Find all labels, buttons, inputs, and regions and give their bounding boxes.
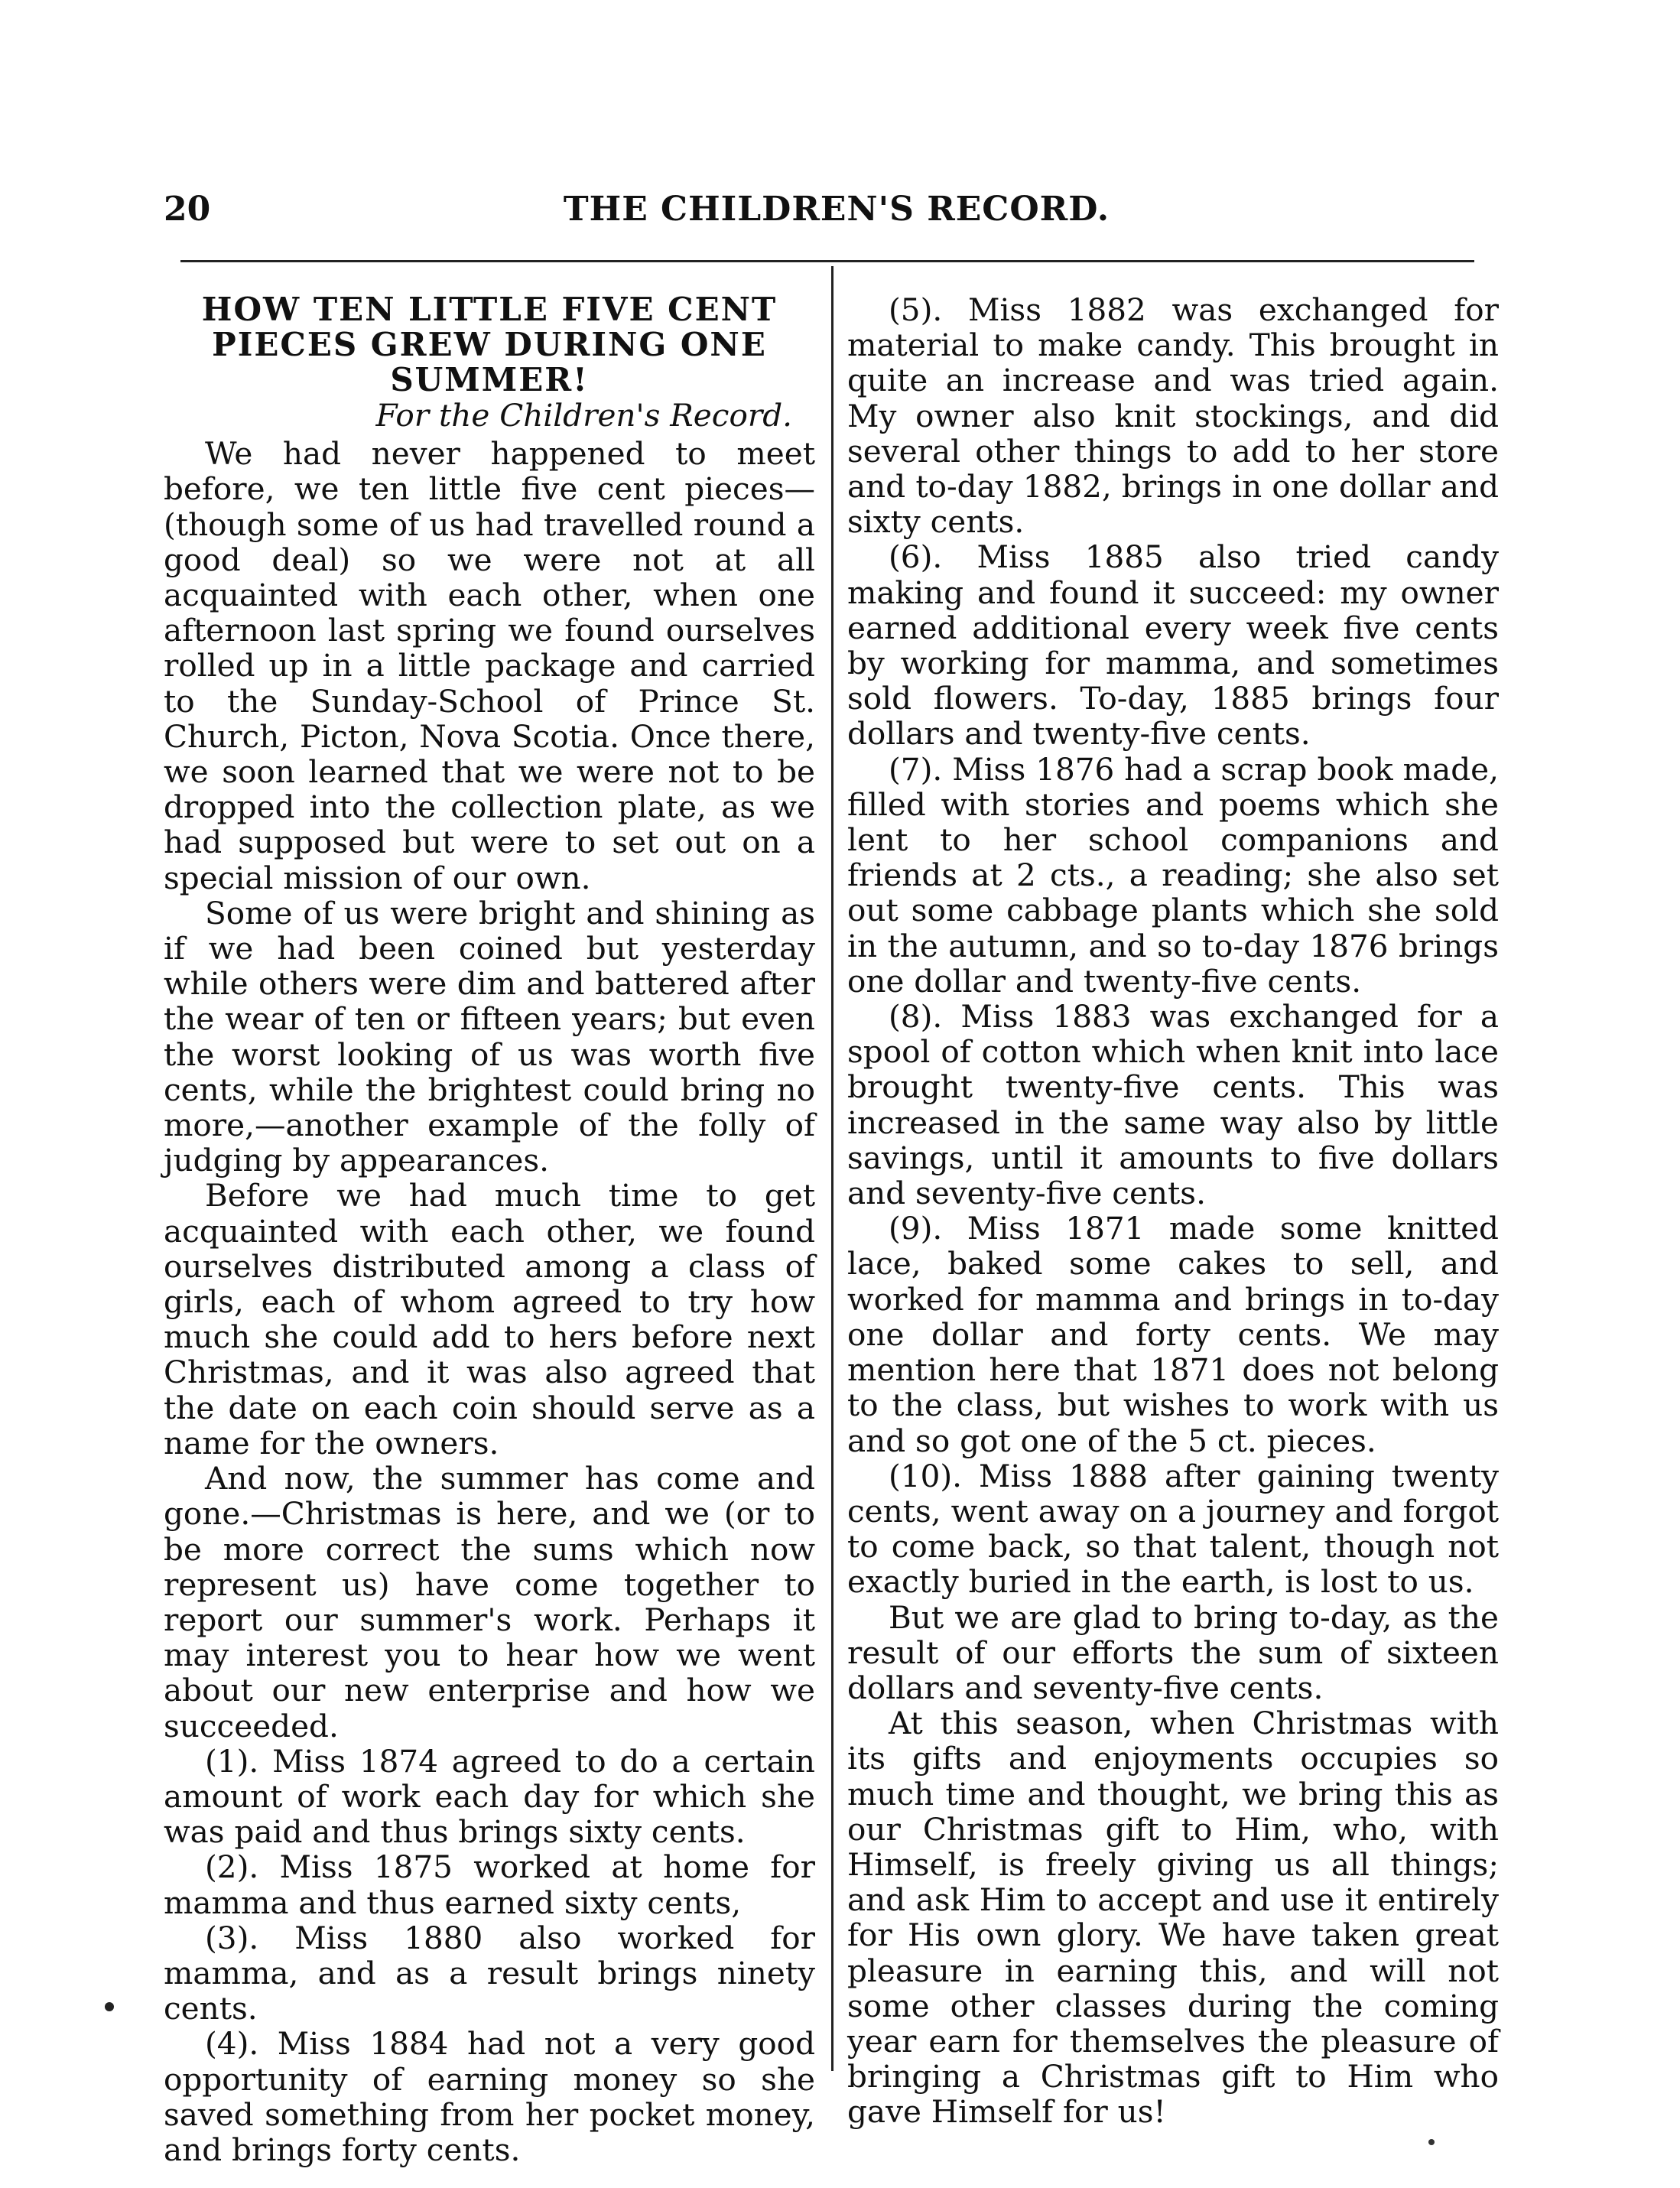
- article-title: HOW TEN LITTLE FIVE CENT PIECES GREW DURING ONE SUMMER!: [201, 291, 778, 398]
- paragraph: (7). Miss 1876 had a scrap book made, filled with stories and poems which she lent to her school companions and friends at 2 cts., a reading; she also set out some cabbage plants which she sold in the autumn, and so to-day 1876 brings one dollar and twenty-five cents.: [847, 750, 1499, 1000]
- article-byline: For the Children's Record.: [375, 397, 792, 434]
- ink-speck: [105, 2002, 114, 2011]
- paragraph: (3). Miss 1880 also worked for mamma, and as a result brings ninety cents.: [164, 1919, 815, 2027]
- paragraph: (8). Miss 1883 was exchanged for a spool of cotton which when knit into lace brought twenty-five cents. This was increased in the same way also by little savings, until it amounts to five dollars and seventy-five cents.: [847, 998, 1499, 1212]
- paragraph: (9). Miss 1871 made some knitted lace, baked some cakes to sell, and worked for mamma and brings in to-day one dollar and forty cents. We may mention here that 1871 does not belong to the class, but wishes to work with us and so got one of the 5 ct. pieces.: [847, 1210, 1499, 1459]
- paragraph: We had never happened to meet before, we ten little five cent pieces—(though some of us had travelled round a good deal) so we were not at all acquainted with each other, when one afternoon last spring we found ourselves rolled up in a little package and carried to the Sunday-School of Prince St. Church, Picton, Nova Scotia. Once there, we soon learned that we were not to be dropped into the collection plate, as we had supposed but were to set out on a special mission of our own.: [164, 435, 815, 896]
- page-number: 20: [164, 190, 211, 229]
- paragraph: But we are glad to bring to-day, as the result of our efforts the sum of sixteen dollars and seventy-five cents.: [847, 1598, 1499, 1706]
- header-rule: [180, 260, 1474, 262]
- left-column: [164, 292, 815, 2167]
- right-column: [847, 292, 1499, 2130]
- paragraph: (6). Miss 1885 also tried candy making and found it succeed: my owner earned additional every week five cents by working for mamma, and sometimes sold flowers. To-day, 1885 brings four dollars and twenty-five cents.: [847, 538, 1499, 753]
- ink-speck: [1428, 2139, 1435, 2145]
- paragraph: (10). Miss 1888 after gaining twenty cents, went away on a journey and forgot to come back, so that talent, though not exactly buried in the earth, is lost to us.: [847, 1457, 1499, 1601]
- paragraph: (4). Miss 1884 had not a very good opportunity of earning money so she saved something from her pocket money, and brings forty cents.: [164, 2025, 815, 2168]
- paragraph: And now, the summer has come and gone.—Christmas is here, and we (or to be more correct the sums which now represent us) have come together to report our summer's work. Perhaps it may interest you to hear how we went about our new enterprise and how we succeeded.: [164, 1460, 815, 1744]
- paragraph: At this season, when Christmas with its gifts and enjoyments occupies so much time and thought, we bring this as our Christmas gift to Him, who, with Himself, is freely giving us all things; and ask Him to accept and use it entirely for His own glory. We have taken great pleasure in earning this, and will not some other classes during the coming year earn for themselves the pleasure of bringing a Christmas gift to Him who gave Himself for us!: [847, 1705, 1499, 2131]
- page-header: [164, 190, 1509, 243]
- paragraph: Before we had much time to get acquainted with each other, we found ourselves distributed among a class of girls, each of whom agreed to try how much she could add to hers before next Christmas, and it was also agreed that the date on each coin should serve as a name for the owners.: [164, 1177, 815, 1461]
- paragraph: Some of us were bright and shining as if we had been coined but yesterday while others were dim and battered after the wear of ten or fifteen years; but even the worst looking of us was worth five cents, while the brightest could bring no more,—another example of the folly of judging by appearances.: [164, 894, 815, 1179]
- running-title: THE CHILDREN'S RECORD.: [563, 190, 1110, 229]
- paragraph: (1). Miss 1874 agreed to do a certain amount of work each day for which she was paid and thus brings sixty cents.: [164, 1742, 815, 1851]
- column-divider: [831, 266, 834, 2071]
- paragraph: (5). Miss 1882 was exchanged for material to make candy. This brought in quite an increase and was tried again. My owner also knit stockings, and did several other things to add to her store and to-day 1882, brings in one dollar and sixty cents.: [847, 291, 1499, 541]
- paragraph: (2). Miss 1875 worked at home for mamma and thus earned sixty cents,: [164, 1848, 815, 1921]
